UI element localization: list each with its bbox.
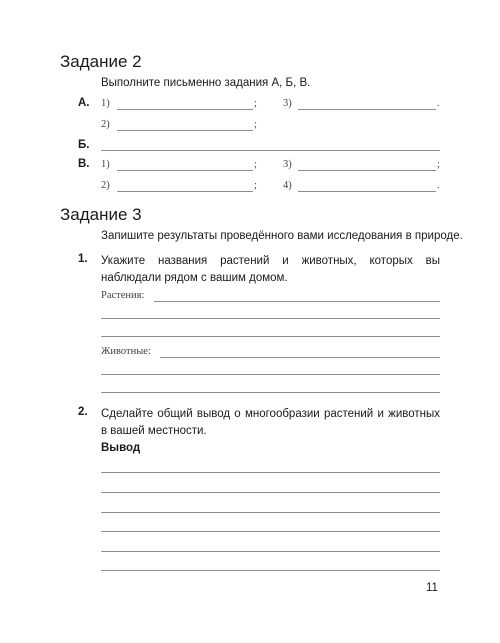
semicolon: ; <box>254 98 257 109</box>
semicolon: ; <box>254 180 257 191</box>
item-b-label: Б. <box>78 139 90 151</box>
answer-line-a1[interactable] <box>117 109 253 110</box>
plants-answer-line[interactable] <box>101 318 440 319</box>
conclusion-answer-line[interactable] <box>101 492 440 493</box>
animals-answer-line[interactable] <box>101 392 440 393</box>
answer-line-v2[interactable] <box>117 191 253 192</box>
answer-line-a3[interactable] <box>298 109 436 110</box>
item-a-label: А. <box>78 97 90 109</box>
answer-line-v3[interactable] <box>298 170 436 171</box>
answer-line-v1[interactable] <box>117 170 253 171</box>
period: . <box>437 180 440 191</box>
question-1-number: 1. <box>78 253 88 265</box>
plants-answer-line[interactable] <box>154 301 440 302</box>
semicolon: ; <box>437 159 440 170</box>
semicolon: ; <box>254 119 257 130</box>
task3-title: Задание 3 <box>60 205 142 224</box>
conclusion-answer-line[interactable] <box>101 472 440 473</box>
answer-line-a2[interactable] <box>117 130 253 131</box>
item-a-number-2: 2) <box>101 119 110 130</box>
answer-line-v4[interactable] <box>298 191 436 192</box>
conclusion-answer-line[interactable] <box>101 531 440 532</box>
item-v-number-3: 3) <box>283 159 292 170</box>
item-v-number-1: 1) <box>101 159 110 170</box>
animals-answer-line[interactable] <box>101 374 440 375</box>
conclusion-label: Вывод <box>101 442 141 454</box>
question-2-text: Сделайте общий вывод о многообразии растений и животных в вашей местности. <box>101 408 440 437</box>
plants-answer-line[interactable] <box>101 336 440 337</box>
question-1-text: Укажите названия растений и животных, которых вы наблюдали рядом с вашим домом. <box>101 255 440 284</box>
task2-title: Задание 2 <box>60 52 142 71</box>
item-v-number-4: 4) <box>283 180 292 191</box>
item-v-number-2: 2) <box>101 180 110 191</box>
conclusion-answer-line[interactable] <box>101 570 440 571</box>
answer-line-b[interactable] <box>101 150 440 151</box>
page-number: 11 <box>426 582 438 594</box>
question-2-number: 2. <box>78 406 88 418</box>
item-a-number-3: 3) <box>283 98 292 109</box>
animals-answer-line[interactable] <box>160 357 440 358</box>
semicolon: ; <box>254 159 257 170</box>
task3-instruction: Запишите результаты проведённого вами исследования в природе. <box>101 230 463 242</box>
conclusion-answer-line[interactable] <box>101 512 440 513</box>
plants-label: Растения: <box>101 290 145 301</box>
conclusion-answer-line[interactable] <box>101 551 440 552</box>
task2-instruction: Выполните письменно задания А, Б, В. <box>101 77 311 89</box>
animals-label: Животные: <box>101 346 151 357</box>
item-a-number-1: 1) <box>101 98 110 109</box>
period: . <box>437 98 440 109</box>
item-v-label: В. <box>78 158 90 170</box>
